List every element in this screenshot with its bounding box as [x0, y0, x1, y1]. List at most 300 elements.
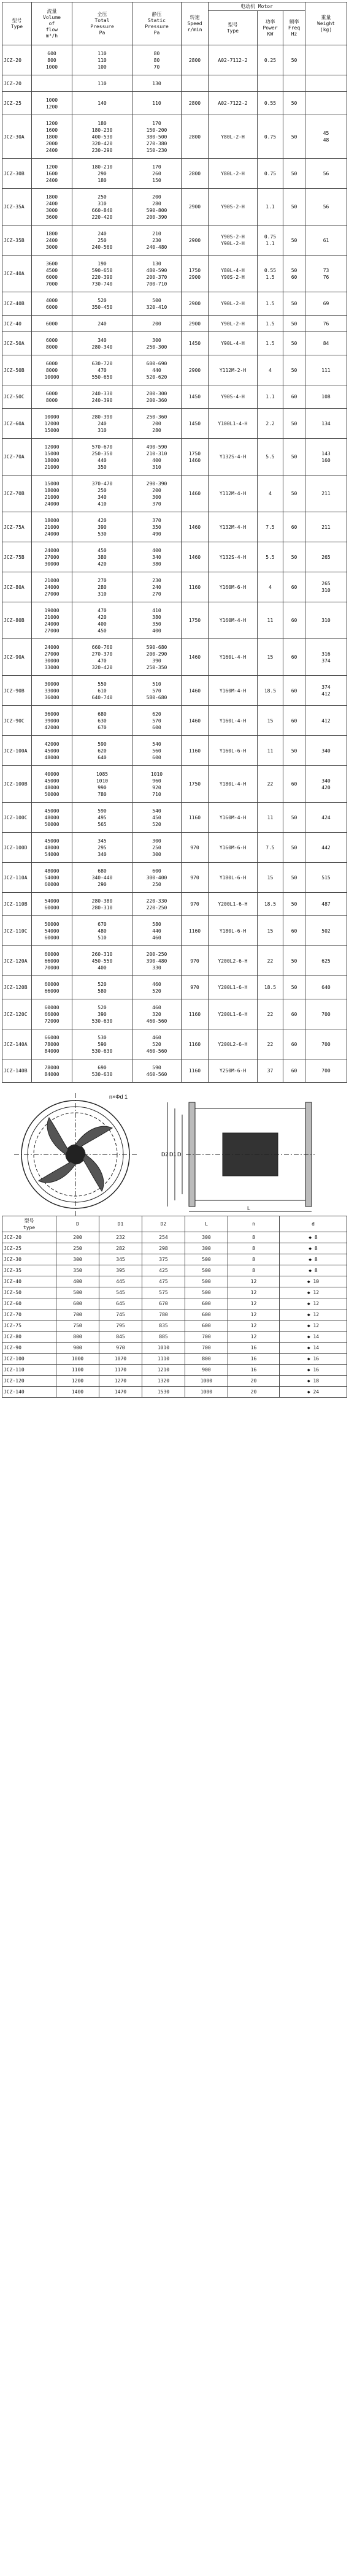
spec-cell-flow: 60000 66000 72000 — [32, 999, 72, 1029]
dimension-row — [2, 1243, 347, 1254]
spec-cell-power: 11 — [258, 602, 283, 639]
spec-cell-weight: 143 160 — [305, 439, 347, 475]
dimension-row — [2, 1343, 347, 1354]
spec-cell-speed: 2900 — [182, 189, 209, 225]
spec-cell-type: JCZ-40A — [2, 256, 32, 292]
spec-cell-weight: 265 — [305, 542, 347, 572]
spec-cell-weight: 56 — [305, 159, 347, 189]
spec-cell-flow: 10000 12000 15000 — [32, 409, 72, 439]
dim-cell-d2: 835 — [142, 1320, 185, 1332]
spec-cell-tp: 520 350-450 — [72, 292, 132, 316]
spec-cell-speed: 1460 — [182, 676, 209, 706]
dim-cell-phi: ◆ 10 — [280, 1276, 347, 1287]
dim-cell-d2: 1530 — [142, 1387, 185, 1398]
dim-cell-type: JCZ-100 — [2, 1354, 56, 1365]
dim-cell-n: 12 — [228, 1332, 280, 1343]
spec-row — [2, 409, 347, 439]
spec-cell-tp: 190 590-650 220-390 730-740 — [72, 256, 132, 292]
spec-cell-freq: 60 — [283, 512, 305, 542]
spec-cell-sp: 590 460-560 — [132, 1059, 182, 1083]
spec-cell-weight: 515 — [305, 863, 347, 893]
spec-cell-sp: 110 — [132, 92, 182, 115]
spec-cell-type: JCZ-100D — [2, 833, 32, 863]
dim-cell-d: 400 — [56, 1276, 99, 1287]
spec-cell-type: JCZ-60A — [2, 409, 32, 439]
side-view — [167, 1102, 315, 1211]
dimension-row — [2, 1265, 347, 1276]
spec-cell-speed: 2900 — [182, 355, 209, 385]
spec-cell-flow: 24000 27000 30000 — [32, 542, 72, 572]
spec-cell-flow: 18000 21000 24000 — [32, 512, 72, 542]
spec-cell-type: JCZ-70B — [2, 475, 32, 512]
spec-row — [2, 225, 347, 256]
spec-cell-speed: 1750 — [182, 602, 209, 639]
dim-cell-d1: 1170 — [99, 1365, 142, 1376]
l-label: L — [247, 1205, 251, 1211]
spec-cell-weight — [305, 75, 347, 92]
dim-cell-d1: 545 — [99, 1287, 142, 1298]
spec-cell-flow: 12000 15000 18000 21000 — [32, 439, 72, 475]
spec-cell-freq: 50 — [283, 409, 305, 439]
spec-cell-speed: 2900 — [182, 225, 209, 256]
dim-cell-n: 20 — [228, 1376, 280, 1387]
spec-cell-speed: 1450 — [182, 332, 209, 355]
spec-row — [2, 999, 347, 1029]
spec-cell-type: JCZ-100C — [2, 803, 32, 833]
dimension-row — [2, 1387, 347, 1398]
spec-cell-speed: 970 — [182, 976, 209, 999]
spec-cell-motor: Y200L2-6-H — [209, 1029, 258, 1059]
dim-cell-l: 500 — [185, 1265, 228, 1276]
spec-cell-sp: 170 150-200 380-500 270-380 150-230 — [132, 115, 182, 159]
spec-cell-flow: 66000 78000 84000 — [32, 1029, 72, 1059]
col-type: 型号 Type — [2, 2, 32, 45]
dimension-row — [2, 1365, 347, 1376]
dim-cell-d: 1000 — [56, 1354, 99, 1365]
dim-cell-n: 12 — [228, 1287, 280, 1298]
dim-cell-d2: 254 — [142, 1232, 185, 1243]
spec-cell-freq: 50 — [283, 45, 305, 75]
dim-cell-phi: ◆ 12 — [280, 1287, 347, 1298]
dim-cell-phi: ◆ 14 — [280, 1332, 347, 1343]
dim-cell-d1: 345 — [99, 1254, 142, 1265]
dim-cell-d: 700 — [56, 1309, 99, 1320]
spec-cell-freq: 50 60 — [283, 256, 305, 292]
spec-cell-tp: 660-760 270-370 470 320-420 — [72, 639, 132, 676]
dim-cell-type: JCZ-75 — [2, 1320, 56, 1332]
dim-cell-phi: ◆ 12 — [280, 1309, 347, 1320]
document-sheet — [2, 2, 347, 1398]
spec-cell-power: 4 — [258, 475, 283, 512]
spec-cell-motor: Y132S-4-H — [209, 542, 258, 572]
dim-cell-n: 16 — [228, 1365, 280, 1376]
spec-table-header — [2, 2, 347, 45]
spec-cell-sp: 250-360 200 280 — [132, 409, 182, 439]
dim-cell-n: 16 — [228, 1354, 280, 1365]
spec-cell-power: 22 — [258, 1029, 283, 1059]
spec-cell-type: JCZ-120C — [2, 999, 32, 1029]
spec-cell-type: JCZ-30A — [2, 115, 32, 159]
dim-cell-d: 350 — [56, 1265, 99, 1276]
dim-cell-d2: 780 — [142, 1309, 185, 1320]
spec-cell-tp: 550 610 640-740 — [72, 676, 132, 706]
spec-cell-power: 15 — [258, 639, 283, 676]
spec-cell-power: 7.5 — [258, 512, 283, 542]
spec-cell-sp: 620 570 600 — [132, 706, 182, 736]
dim-cell-l: 700 — [185, 1343, 228, 1354]
dim-cell-d2: 298 — [142, 1243, 185, 1254]
dim-cell-d2: 1210 — [142, 1365, 185, 1376]
dim-cell-d: 250 — [56, 1243, 99, 1254]
dimension-row — [2, 1254, 347, 1265]
spec-cell-flow: 1200 1600 1800 2000 2400 — [32, 115, 72, 159]
dim-cell-type: JCZ-40 — [2, 1276, 56, 1287]
dim-cell-l: 500 — [185, 1254, 228, 1265]
spec-cell-tp: 250 310 660-840 220-420 — [72, 189, 132, 225]
spec-cell-weight — [305, 92, 347, 115]
spec-cell-speed: 1160 — [182, 999, 209, 1029]
spec-cell-tp: 1085 1010 990 780 — [72, 766, 132, 803]
dim-cell-n: 12 — [228, 1276, 280, 1287]
spec-cell-sp: 460 320 460-560 — [132, 999, 182, 1029]
dim-cell-d1: 1270 — [99, 1376, 142, 1387]
col-speed: 转速 Speed r/min — [182, 2, 209, 45]
spec-cell-flow: 40000 45000 48000 50000 — [32, 766, 72, 803]
spec-cell-flow: 60000 66000 — [32, 976, 72, 999]
spec-cell-flow: 1000 1200 — [32, 92, 72, 115]
dim-cell-d2: 575 — [142, 1287, 185, 1298]
dim-cell-d: 1100 — [56, 1365, 99, 1376]
spec-cell-freq: 50 — [283, 189, 305, 225]
dim-cell-phi: ◆ 8 — [280, 1265, 347, 1276]
spec-cell-sp: 460 520 — [132, 976, 182, 999]
spec-cell-weight: 340 — [305, 736, 347, 766]
spec-row — [2, 159, 347, 189]
dim-cell-phi: ◆ 18 — [280, 1376, 347, 1387]
dim-cell-l: 600 — [185, 1298, 228, 1309]
spec-cell-speed: 1160 — [182, 916, 209, 946]
spec-cell-type: JCZ-35A — [2, 189, 32, 225]
dim-cell-d1: 282 — [99, 1243, 142, 1254]
spec-cell-type: JCZ-20 — [2, 45, 32, 75]
spec-cell-weight: 265 310 — [305, 572, 347, 602]
spec-cell-motor: Y160M-6-H — [209, 833, 258, 863]
spec-cell-tp: 690 530-630 — [72, 1059, 132, 1083]
spec-cell-motor — [209, 75, 258, 92]
spec-cell-weight: 111 — [305, 355, 347, 385]
spec-cell-speed: 2800 — [182, 115, 209, 159]
spec-cell-tp: 240 — [72, 316, 132, 332]
spec-cell-flow: 78000 84000 — [32, 1059, 72, 1083]
spec-cell-sp: 410 380 350 400 — [132, 602, 182, 639]
spec-row — [2, 676, 347, 706]
spec-cell-speed: 970 — [182, 893, 209, 916]
col-weight: 重量 Weight (kg) — [305, 2, 347, 45]
front-view — [14, 1093, 137, 1216]
spec-cell-motor: Y100L1-4-H — [209, 409, 258, 439]
spec-row — [2, 893, 347, 916]
spec-cell-sp: 1010 960 920 710 — [132, 766, 182, 803]
spec-row — [2, 189, 347, 225]
col-power: 功率 Power KW — [258, 11, 283, 45]
spec-row — [2, 75, 347, 92]
dim-cell-phi: ◆ 8 — [280, 1232, 347, 1243]
spec-cell-motor: Y90L-2-H — [209, 292, 258, 316]
spec-cell-freq: 50 — [283, 159, 305, 189]
spec-cell-motor: A02-7112-2 — [209, 45, 258, 75]
spec-cell-sp: 210 230 240-480 — [132, 225, 182, 256]
spec-cell-sp: 200-300 200-360 — [132, 385, 182, 409]
spec-cell-motor: Y90S-4-H — [209, 385, 258, 409]
spec-cell-type: JCZ-40B — [2, 292, 32, 316]
spec-cell-motor: Y180L-6-H — [209, 863, 258, 893]
dim-cell-d1: 745 — [99, 1309, 142, 1320]
spec-cell-tp: 280-380 280-310 — [72, 893, 132, 916]
spec-cell-power: 2.2 — [258, 409, 283, 439]
spec-cell-motor: Y250M-6-H — [209, 1059, 258, 1083]
spec-row — [2, 292, 347, 316]
spec-cell-flow: 45000 48000 54000 — [32, 833, 72, 863]
spec-cell-motor: Y200L1-6-H — [209, 999, 258, 1029]
spec-cell-freq: 60 — [283, 385, 305, 409]
dim-cell-d2: 1010 — [142, 1343, 185, 1354]
spec-cell-freq: 60 — [283, 602, 305, 639]
spec-cell-speed: 970 — [182, 833, 209, 863]
spec-cell-sp: 130 480-590 200-370 700-710 — [132, 256, 182, 292]
spec-cell-speed: 1460 — [182, 475, 209, 512]
spec-cell-freq: 50 — [283, 863, 305, 893]
spec-cell-weight: 412 — [305, 706, 347, 736]
spec-cell-power: 5.5 — [258, 439, 283, 475]
spec-cell-motor: Y160L-4-H — [209, 706, 258, 736]
spec-row — [2, 439, 347, 475]
dim-cell-type: JCZ-120 — [2, 1376, 56, 1387]
spec-cell-weight: 211 — [305, 475, 347, 512]
spec-cell-speed: 1750 — [182, 766, 209, 803]
spec-cell-sp: 130 — [132, 75, 182, 92]
spec-cell-flow: 4000 6000 — [32, 292, 72, 316]
spec-cell-power: 0.55 1.5 — [258, 256, 283, 292]
spec-cell-type: JCZ-100B — [2, 766, 32, 803]
spec-row — [2, 766, 347, 803]
spec-cell-flow: 54000 60000 — [32, 893, 72, 916]
dim-cell-phi: ◆ 16 — [280, 1365, 347, 1376]
dim-cell-n: 20 — [228, 1387, 280, 1398]
spec-cell-freq: 50 — [283, 115, 305, 159]
spec-cell-flow: 42000 45000 48000 — [32, 736, 72, 766]
spec-row — [2, 976, 347, 999]
spec-row — [2, 572, 347, 602]
spec-cell-power: 0.55 — [258, 92, 283, 115]
dim-cell-d2: 670 — [142, 1298, 185, 1309]
spec-cell-power: 1.1 — [258, 385, 283, 409]
dimension-row — [2, 1276, 347, 1287]
spec-cell-type: JCZ-140B — [2, 1059, 32, 1083]
spec-cell-tp: 240 250 240-560 — [72, 225, 132, 256]
spec-cell-speed: 1450 — [182, 409, 209, 439]
spec-cell-type: JCZ-120A — [2, 946, 32, 976]
spec-row — [2, 639, 347, 676]
dimension-row — [2, 1354, 347, 1365]
spec-cell-weight: 76 — [305, 316, 347, 332]
dimension-row — [2, 1376, 347, 1387]
dimension-row — [2, 1320, 347, 1332]
spec-cell-speed: 1160 — [182, 572, 209, 602]
dim-cell-n: 8 — [228, 1265, 280, 1276]
spec-cell-type: JCZ-30B — [2, 159, 32, 189]
spec-cell-tp: 345 295 340 — [72, 833, 132, 863]
spec-cell-tp: 570-670 250-350 440 350 — [72, 439, 132, 475]
spec-cell-freq: 50 — [283, 475, 305, 512]
spec-row — [2, 332, 347, 355]
dim-col-n: n — [228, 1216, 280, 1232]
dim-col-l: L — [185, 1216, 228, 1232]
spec-cell-freq: 60 — [283, 1059, 305, 1083]
spec-cell-sp: 500 320-410 — [132, 292, 182, 316]
spec-cell-power: 5.5 — [258, 542, 283, 572]
fan-drawing-svg — [2, 1090, 347, 1216]
spec-cell-type: JCZ-70A — [2, 439, 32, 475]
spec-cell-motor: Y90L-2-H — [209, 316, 258, 332]
spec-cell-speed: 970 — [182, 946, 209, 976]
dim-cell-phi: ◆ 24 — [280, 1387, 347, 1398]
dim-cell-d1: 445 — [99, 1276, 142, 1287]
spec-cell-power: 7.5 — [258, 833, 283, 863]
spec-cell-sp: 80 80 70 — [132, 45, 182, 75]
spec-cell-motor: Y160L-6-H — [209, 736, 258, 766]
dim-cell-type: JCZ-20 — [2, 1232, 56, 1243]
spec-row — [2, 916, 347, 946]
spec-cell-flow: 600 800 1000 — [32, 45, 72, 75]
spec-row — [2, 355, 347, 385]
spec-cell-power: 1.1 — [258, 189, 283, 225]
spec-cell-power: 22 — [258, 766, 283, 803]
spec-cell-freq: 60 — [283, 999, 305, 1029]
dim-cell-l: 500 — [185, 1287, 228, 1298]
col-freq: 频率 Freq Hz — [283, 11, 305, 45]
spec-cell-power: 15 — [258, 706, 283, 736]
spec-cell-type: JCZ-110B — [2, 893, 32, 916]
spec-cell-motor: Y80L-2-H — [209, 115, 258, 159]
spec-cell-motor: Y160M-4-H — [209, 602, 258, 639]
spec-cell-flow: 21000 24000 27000 — [32, 572, 72, 602]
spec-cell-weight: 108 — [305, 385, 347, 409]
spec-cell-freq: 50 — [283, 803, 305, 833]
spec-cell-sp: 400 340 380 — [132, 542, 182, 572]
spec-row — [2, 316, 347, 332]
spec-cell-power: 18.5 — [258, 976, 283, 999]
spec-cell-flow: 50000 54000 60000 — [32, 916, 72, 946]
spec-cell-power: 11 — [258, 736, 283, 766]
spec-cell-flow: 24000 27000 30000 33000 — [32, 639, 72, 676]
spec-cell-tp: 520 390 530-630 — [72, 999, 132, 1029]
spec-cell-power: 4 — [258, 572, 283, 602]
spec-cell-sp: 200 280 590-800 200-390 — [132, 189, 182, 225]
spec-cell-type: JCZ-75A — [2, 512, 32, 542]
dim-cell-l: 600 — [185, 1320, 228, 1332]
spec-cell-power: 0.25 — [258, 45, 283, 75]
spec-cell-type: JCZ-40 — [2, 316, 32, 332]
spec-cell-speed: 1750 1460 — [182, 439, 209, 475]
spec-cell-type: JCZ-20 — [2, 75, 32, 92]
spec-cell-sp: 540 560 600 — [132, 736, 182, 766]
dim-cell-d: 1200 — [56, 1376, 99, 1387]
spec-cell-power: 22 — [258, 946, 283, 976]
spec-cell-sp: 300 250-300 — [132, 332, 182, 355]
dim-cell-n: 12 — [228, 1320, 280, 1332]
dim-cell-type: JCZ-90 — [2, 1343, 56, 1354]
spec-cell-tp: 240-330 240-390 — [72, 385, 132, 409]
dim-cell-type: JCZ-35 — [2, 1265, 56, 1276]
dim-cell-l: 800 — [185, 1354, 228, 1365]
spec-cell-weight: 211 — [305, 512, 347, 542]
spec-row — [2, 833, 347, 863]
spec-row — [2, 736, 347, 766]
spec-cell-speed: 2900 — [182, 316, 209, 332]
spec-cell-weight: 61 — [305, 225, 347, 256]
spec-cell-type: JCZ-25 — [2, 92, 32, 115]
spec-cell-type: JCZ-80A — [2, 572, 32, 602]
dim-cell-d2: 475 — [142, 1276, 185, 1287]
dim-cell-d2: 1320 — [142, 1376, 185, 1387]
spec-cell-freq: 50 — [283, 946, 305, 976]
spec-row — [2, 706, 347, 736]
dim-cell-d1: 395 — [99, 1265, 142, 1276]
spec-cell-freq: 60 — [283, 676, 305, 706]
spec-cell-sp: 200 — [132, 316, 182, 332]
dimension-row — [2, 1309, 347, 1320]
spec-cell-motor: Y200L1-6-H — [209, 893, 258, 916]
spec-cell-sp: 230 240 270 — [132, 572, 182, 602]
fan-drawing — [2, 1090, 347, 1216]
spec-cell-power: 1.5 — [258, 332, 283, 355]
dim-cell-type: JCZ-25 — [2, 1243, 56, 1254]
spec-cell-motor: Y132M-4-H — [209, 512, 258, 542]
spec-cell-weight: 640 — [305, 976, 347, 999]
spec-cell-tp: 680 340-440 290 — [72, 863, 132, 893]
dim-cell-l: 300 — [185, 1243, 228, 1254]
spec-cell-sp: 370 350 490 — [132, 512, 182, 542]
spec-cell-motor: Y112M-2-H — [209, 355, 258, 385]
spec-cell-type: JCZ-90C — [2, 706, 32, 736]
dim-cell-type: JCZ-30 — [2, 1254, 56, 1265]
spec-cell-tp: 470 420 400 450 — [72, 602, 132, 639]
col-static-pressure: 静压 Static Pressure Pa — [132, 2, 182, 45]
dim-cell-type: JCZ-140 — [2, 1387, 56, 1398]
spec-cell-speed: 1160 — [182, 736, 209, 766]
spec-cell-type: JCZ-140A — [2, 1029, 32, 1059]
spec-cell-weight: 424 — [305, 803, 347, 833]
dim-cell-d1: 645 — [99, 1298, 142, 1309]
spec-cell-freq: 50 — [283, 893, 305, 916]
spec-cell-power — [258, 75, 283, 92]
spec-cell-type: JCZ-110C — [2, 916, 32, 946]
spec-cell-motor: Y132S-4-H — [209, 439, 258, 475]
dim-cell-d1: 845 — [99, 1332, 142, 1343]
spec-cell-speed: 1450 — [182, 385, 209, 409]
spec-cell-tp: 110 110 100 — [72, 45, 132, 75]
spec-cell-weight: 134 — [305, 409, 347, 439]
spec-cell-weight: 700 — [305, 999, 347, 1029]
spec-row — [2, 385, 347, 409]
dim-cell-n: 16 — [228, 1343, 280, 1354]
dim-cell-phi: ◆ 8 — [280, 1243, 347, 1254]
spec-row — [2, 1029, 347, 1059]
spec-cell-flow: 15000 18000 21000 24000 — [32, 475, 72, 512]
spec-cell-speed: 1160 — [182, 1059, 209, 1083]
spec-cell-motor: A02-7122-2 — [209, 92, 258, 115]
spec-cell-speed: 1460 — [182, 542, 209, 572]
